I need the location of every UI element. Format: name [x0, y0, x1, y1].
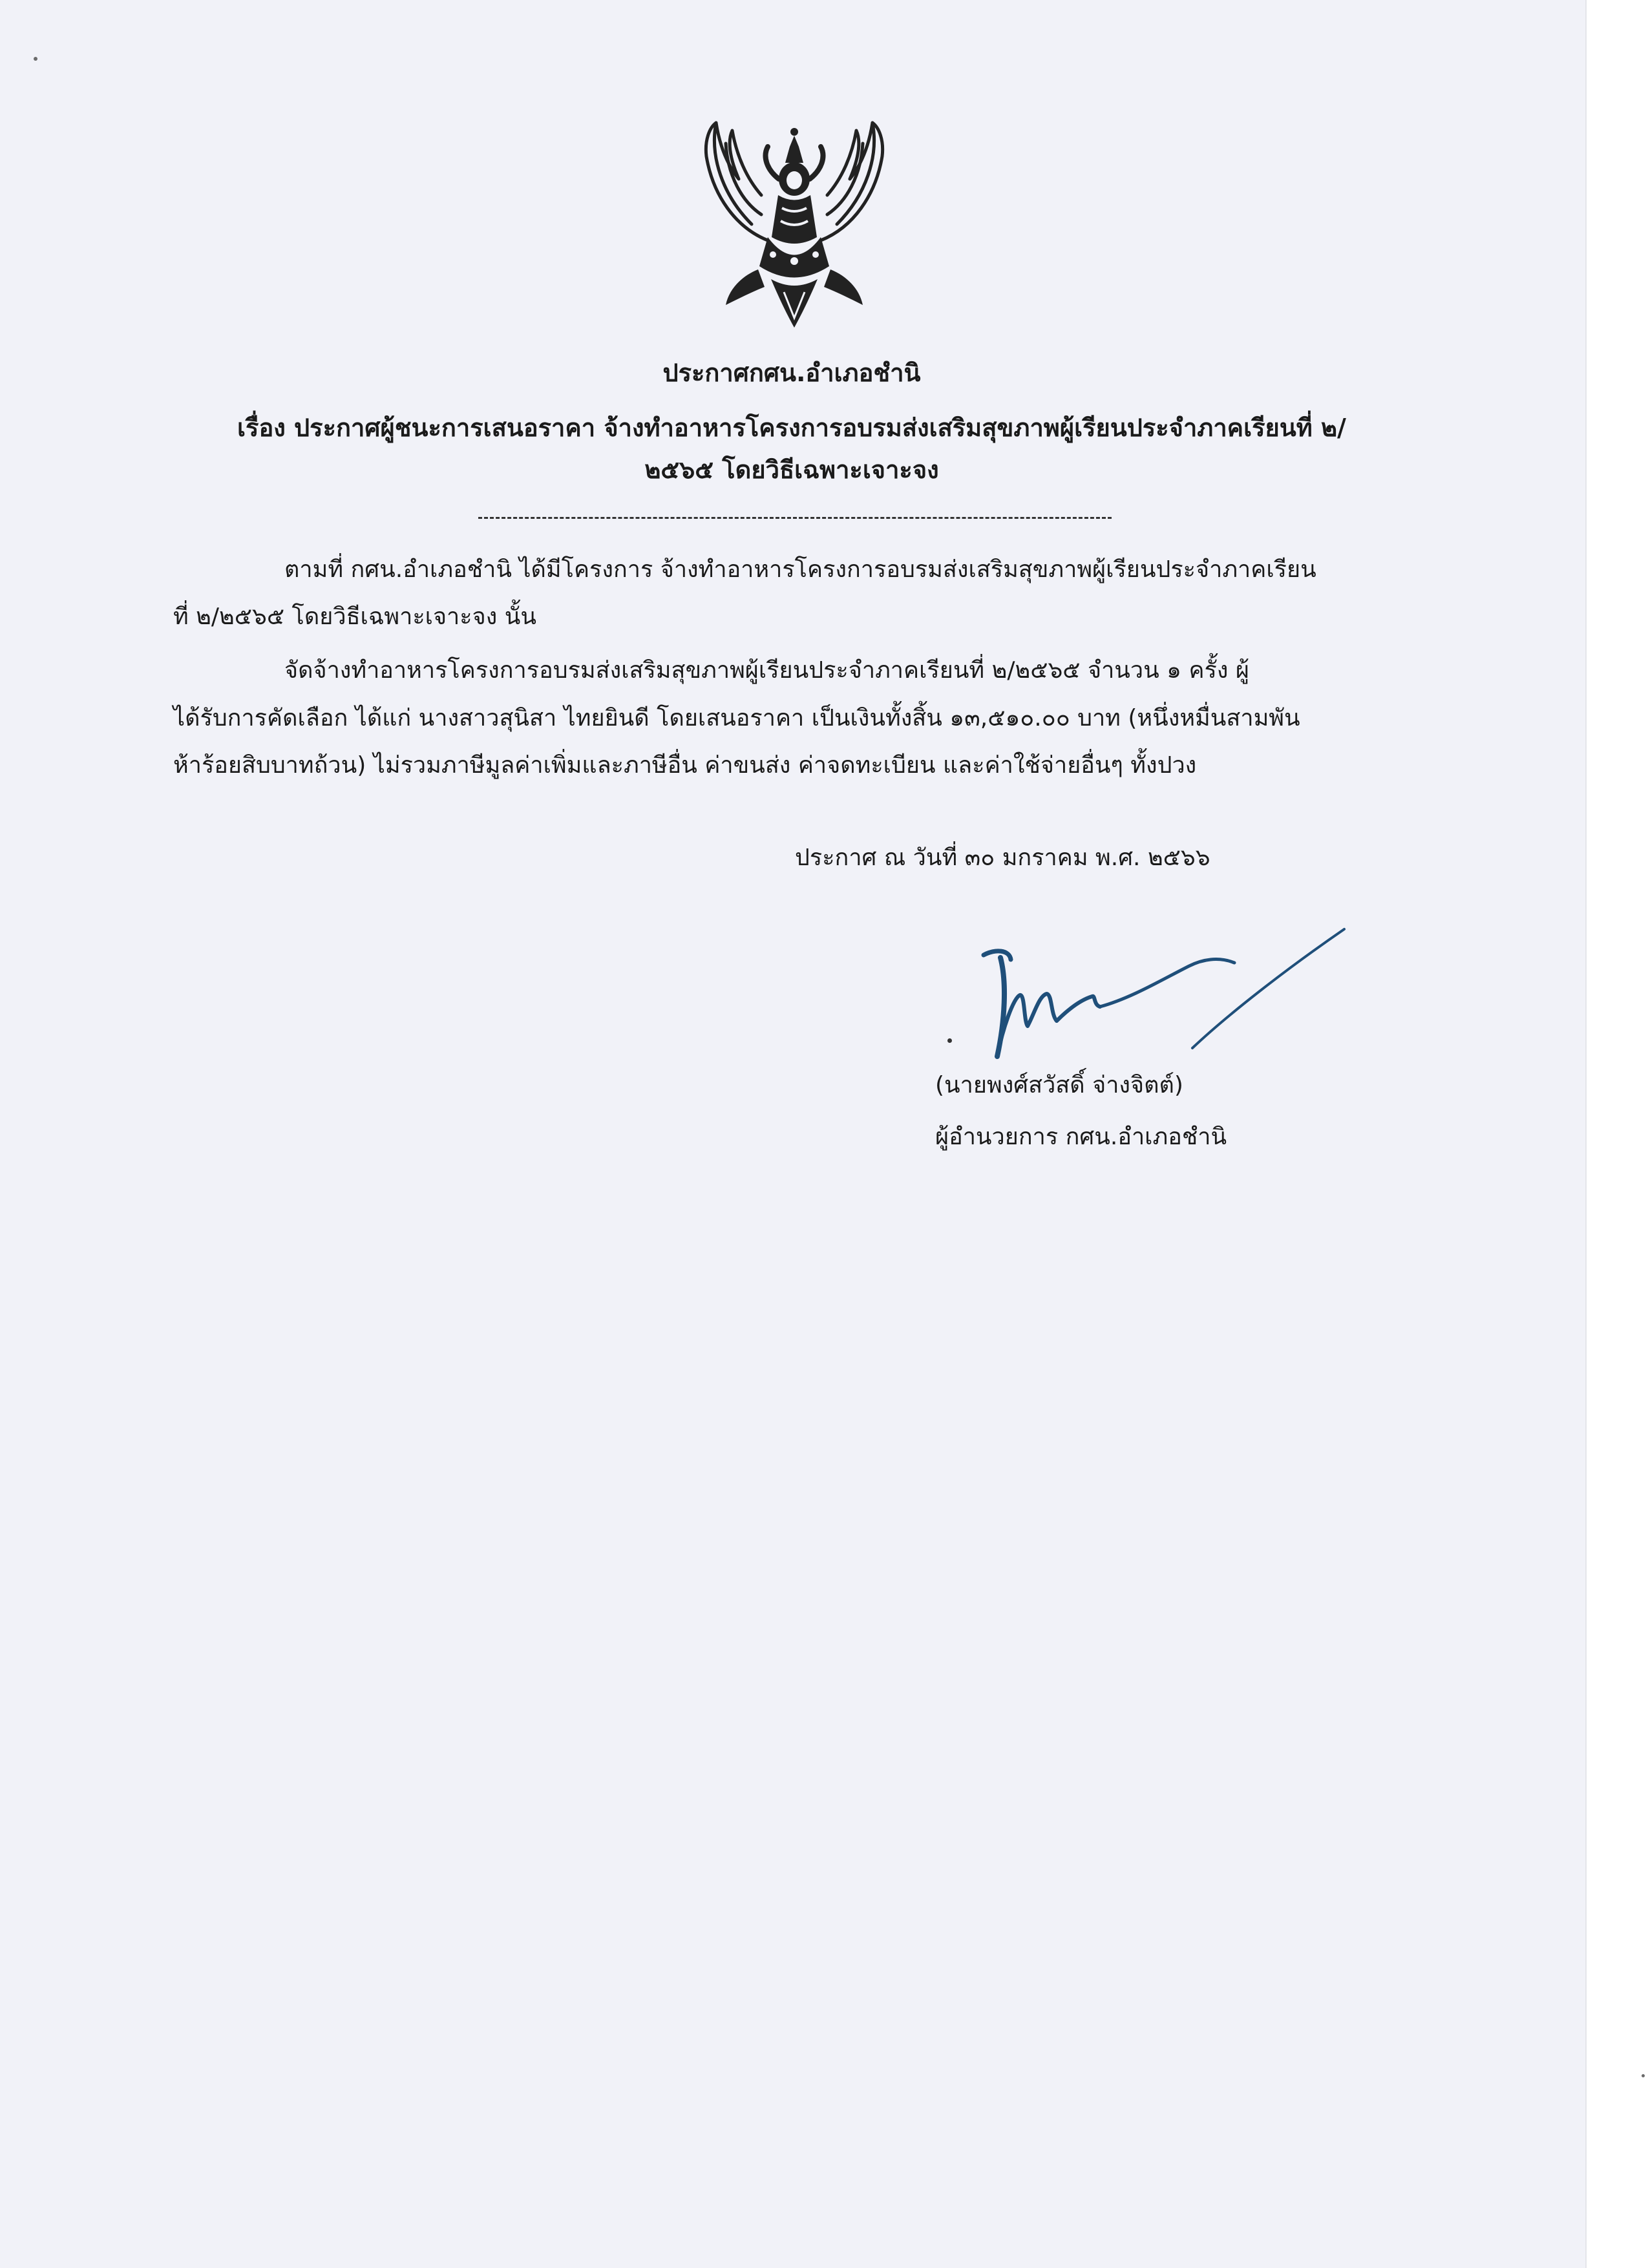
garuda-emblem-icon [690, 118, 898, 331]
document-title: ประกาศกศน.อำเภอชำนิ [662, 359, 921, 387]
paragraph-2-line-3: ห้าร้อยสิบบาทถ้วน) ไม่รวมภาษีมูลค่าเพิ่มและภาษีอื่น ค่าขนส่ง ค่าจดทะเบียน และค่าใช้จ่ายอื่นๆ ทั้งปวง [173, 752, 1197, 779]
signature-image [931, 924, 1351, 1060]
scan-speck [1642, 2074, 1645, 2077]
announcement-date: ประกาศ ณ วันที่ ๓๐ มกราคม พ.ศ. ๒๕๖๖ [795, 845, 1210, 871]
scan-margin [1585, 0, 1648, 2268]
paragraph-2-line-2: ได้รับการคัดเลือก ได้แก่ นางสาวสุนิสา ไทยยินดี โดยเสนอราคา เป็นเงินทั้งสิ้น ๑๓,๕๑๐.๐๐ บาท (หนึ่งหมื่นสามพัน [173, 705, 1300, 731]
paragraph-2-line-1: จัดจ้างทำอาหารโครงการอบรมส่งเสริมสุขภาพผู้เรียนประจำภาคเรียนที่ ๒/๒๕๖๕ จำนวน ๑ ครั้ง ผู้ [284, 657, 1249, 684]
signature-dot [947, 1038, 952, 1043]
divider [478, 517, 1112, 519]
signer-name: (นายพงศ์สวัสดิ์ จ่างจิตต์) [935, 1072, 1183, 1098]
paragraph-1-line-2: ที่ ๒/๒๕๖๕ โดยวิธีเฉพาะเจาะจง นั้น [173, 604, 536, 630]
paragraph-1-line-1: ตามที่ กศน.อำเภอชำนิ ได้มีโครงการ จ้างทำอาหารโครงการอบรมส่งเสริมสุขภาพผู้เรียนประจำภาคเรียน [284, 556, 1316, 583]
subject-line-2: ๒๕๖๕ โดยวิธีเฉพาะเจาะจง [644, 456, 939, 484]
signer-position: ผู้อำนวยการ กศน.อำเภอชำนิ [935, 1124, 1227, 1150]
subject-line-1: เรื่อง ประกาศผู้ชนะการเสนอราคา จ้างทำอาหารโครงการอบรมส่งเสริมสุขภาพผู้เรียนประจำภาคเรียนที่ ๒/ [237, 414, 1346, 442]
